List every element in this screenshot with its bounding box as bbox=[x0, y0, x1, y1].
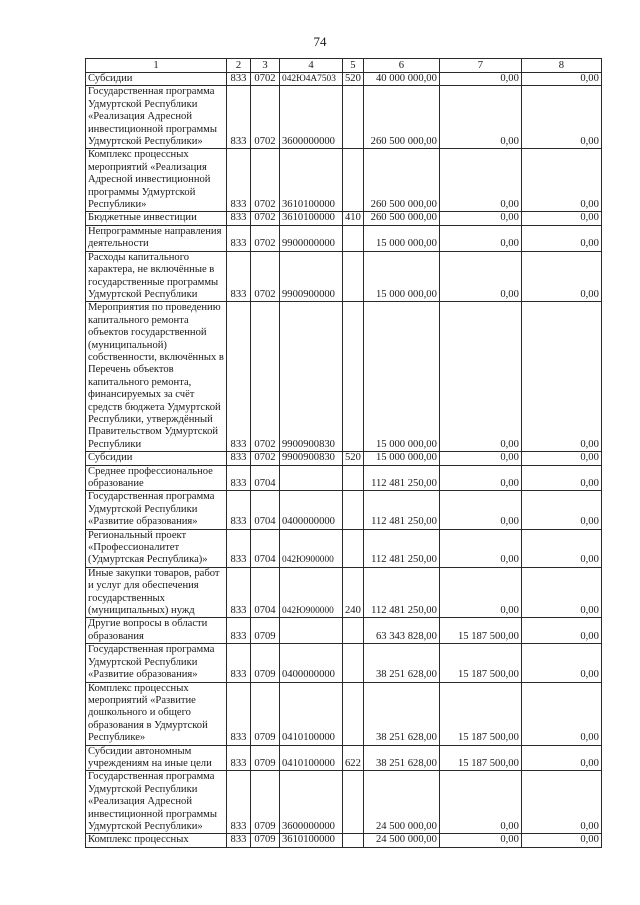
row-name: Региональный проект «Профессионалитет (Удмуртская Республика)» bbox=[86, 529, 227, 567]
row-amount-3: 0,00 bbox=[521, 491, 601, 529]
row-amount-2: 0,00 bbox=[439, 86, 521, 149]
row-gr-code: 833 bbox=[227, 529, 251, 567]
row-amount-1: 38 251 628,00 bbox=[363, 682, 439, 745]
row-section-code: 0709 bbox=[251, 771, 280, 834]
table-row bbox=[86, 529, 602, 567]
row-target-code: 9900900000 bbox=[280, 251, 343, 302]
row-gr-code: 833 bbox=[227, 465, 251, 491]
row-amount-2: 15 187 500,00 bbox=[439, 644, 521, 682]
row-gr-code: 833 bbox=[227, 149, 251, 212]
row-expense-type bbox=[343, 771, 364, 834]
row-section-code: 0702 bbox=[251, 225, 280, 251]
row-amount-2: 15 187 500,00 bbox=[439, 682, 521, 745]
table-row bbox=[86, 834, 602, 847]
row-amount-3: 0,00 bbox=[521, 225, 601, 251]
row-target-code: 3610100000 bbox=[280, 149, 343, 212]
row-expense-type: 622 bbox=[343, 745, 364, 771]
row-amount-2: 0,00 bbox=[439, 225, 521, 251]
row-expense-type bbox=[343, 834, 364, 847]
header-col-1: 1 bbox=[86, 59, 227, 73]
row-name: Мероприятия по проведению капитального ремонта объектов государственной (муниципальной) собственности, включённых в Перечень объектов капитального ремонта, финансируемых за счёт средств бюджета Удмуртской Республики, утверждённый Правительством Удмуртской Республики bbox=[86, 302, 227, 452]
row-amount-1: 112 481 250,00 bbox=[363, 567, 439, 618]
row-amount-1: 112 481 250,00 bbox=[363, 529, 439, 567]
row-name: Среднее профессиональное образование bbox=[86, 465, 227, 491]
table-row bbox=[86, 73, 602, 86]
row-expense-type: 240 bbox=[343, 567, 364, 618]
row-name: Субсидии bbox=[86, 73, 227, 86]
row-gr-code: 833 bbox=[227, 567, 251, 618]
row-target-code: 0400000000 bbox=[280, 644, 343, 682]
row-name: Государственная программа Удмуртской Республики «Реализация Адресной инвестиционной программы Удмуртской Республики» bbox=[86, 771, 227, 834]
row-expense-type bbox=[343, 682, 364, 745]
row-amount-3: 0,00 bbox=[521, 834, 601, 847]
row-gr-code: 833 bbox=[227, 452, 251, 465]
row-gr-code: 833 bbox=[227, 771, 251, 834]
row-gr-code: 833 bbox=[227, 86, 251, 149]
row-gr-code: 833 bbox=[227, 745, 251, 771]
row-amount-3: 0,00 bbox=[521, 86, 601, 149]
row-amount-3: 0,00 bbox=[521, 771, 601, 834]
row-amount-3: 0,00 bbox=[521, 212, 601, 225]
row-gr-code: 833 bbox=[227, 251, 251, 302]
row-gr-code: 833 bbox=[227, 212, 251, 225]
row-expense-type: 520 bbox=[343, 452, 364, 465]
row-gr-code: 833 bbox=[227, 225, 251, 251]
row-name: Государственная программа Удмуртской Республики «Реализация Адресной инвестиционной программы Удмуртской Республики» bbox=[86, 86, 227, 149]
row-section-code: 0702 bbox=[251, 302, 280, 452]
row-amount-2: 0,00 bbox=[439, 73, 521, 86]
row-amount-3: 0,00 bbox=[521, 452, 601, 465]
row-target-code: 042Ю900000 bbox=[280, 567, 343, 618]
table-row bbox=[86, 465, 602, 491]
row-target-code: 9900000000 bbox=[280, 225, 343, 251]
row-expense-type bbox=[343, 302, 364, 452]
row-name: Другие вопросы в области образования bbox=[86, 618, 227, 644]
header-col-3: 3 bbox=[251, 59, 280, 73]
header-col-5: 5 bbox=[343, 59, 364, 73]
row-expense-type bbox=[343, 618, 364, 644]
row-amount-2: 0,00 bbox=[439, 465, 521, 491]
row-target-code: 0410100000 bbox=[280, 745, 343, 771]
row-target-code bbox=[280, 465, 343, 491]
row-gr-code: 833 bbox=[227, 73, 251, 86]
table-row bbox=[86, 452, 602, 465]
header-col-6: 6 bbox=[363, 59, 439, 73]
row-amount-3: 0,00 bbox=[521, 529, 601, 567]
row-name: Бюджетные инвестиции bbox=[86, 212, 227, 225]
row-section-code: 0702 bbox=[251, 251, 280, 302]
table-row bbox=[86, 251, 602, 302]
row-amount-1: 24 500 000,00 bbox=[363, 771, 439, 834]
header-col-7: 7 bbox=[439, 59, 521, 73]
row-amount-2: 0,00 bbox=[439, 529, 521, 567]
row-expense-type bbox=[343, 251, 364, 302]
row-expense-type bbox=[343, 529, 364, 567]
row-section-code: 0704 bbox=[251, 529, 280, 567]
row-amount-3: 0,00 bbox=[521, 302, 601, 452]
row-amount-3: 0,00 bbox=[521, 567, 601, 618]
table-row bbox=[86, 618, 602, 644]
row-amount-3: 0,00 bbox=[521, 745, 601, 771]
row-expense-type bbox=[343, 225, 364, 251]
row-amount-2: 0,00 bbox=[439, 251, 521, 302]
row-target-code: 3610100000 bbox=[280, 212, 343, 225]
row-target-code: 3600000000 bbox=[280, 771, 343, 834]
row-name: Субсидии bbox=[86, 452, 227, 465]
row-amount-3: 0,00 bbox=[521, 618, 601, 644]
row-name: Государственная программа Удмуртской Республики «Развитие образования» bbox=[86, 491, 227, 529]
row-gr-code: 833 bbox=[227, 618, 251, 644]
row-amount-2: 15 187 500,00 bbox=[439, 745, 521, 771]
row-section-code: 0709 bbox=[251, 644, 280, 682]
row-amount-1: 260 500 000,00 bbox=[363, 86, 439, 149]
row-amount-3: 0,00 bbox=[521, 644, 601, 682]
header-col-8: 8 bbox=[521, 59, 601, 73]
row-expense-type: 410 bbox=[343, 212, 364, 225]
row-section-code: 0702 bbox=[251, 212, 280, 225]
row-section-code: 0702 bbox=[251, 452, 280, 465]
table-row bbox=[86, 644, 602, 682]
row-expense-type bbox=[343, 465, 364, 491]
row-amount-3: 0,00 bbox=[521, 682, 601, 745]
row-amount-2: 0,00 bbox=[439, 491, 521, 529]
row-section-code: 0704 bbox=[251, 567, 280, 618]
row-target-code: 3610100000 bbox=[280, 834, 343, 847]
row-gr-code: 833 bbox=[227, 491, 251, 529]
row-amount-1: 15 000 000,00 bbox=[363, 225, 439, 251]
row-amount-2: 0,00 bbox=[439, 771, 521, 834]
table-row bbox=[86, 567, 602, 618]
row-name: Непрограммные направления деятельности bbox=[86, 225, 227, 251]
row-target-code: 0400000000 bbox=[280, 491, 343, 529]
row-amount-2: 0,00 bbox=[439, 452, 521, 465]
row-amount-1: 112 481 250,00 bbox=[363, 491, 439, 529]
row-section-code: 0702 bbox=[251, 73, 280, 86]
row-name: Комплекс процессных мероприятий «Реализация Адресной инвестиционной программы Удмуртской Республики» bbox=[86, 149, 227, 212]
row-amount-1: 38 251 628,00 bbox=[363, 745, 439, 771]
row-section-code: 0702 bbox=[251, 86, 280, 149]
row-gr-code: 833 bbox=[227, 834, 251, 847]
header-col-2: 2 bbox=[227, 59, 251, 73]
row-name: Государственная программа Удмуртской Республики «Развитие образования» bbox=[86, 644, 227, 682]
row-section-code: 0709 bbox=[251, 682, 280, 745]
header-col-4: 4 bbox=[280, 59, 343, 73]
row-amount-1: 260 500 000,00 bbox=[363, 149, 439, 212]
table-row bbox=[86, 149, 602, 212]
row-target-code: 9900900830 bbox=[280, 302, 343, 452]
row-target-code bbox=[280, 618, 343, 644]
row-amount-1: 63 343 828,00 bbox=[363, 618, 439, 644]
row-section-code: 0709 bbox=[251, 618, 280, 644]
row-amount-2: 0,00 bbox=[439, 567, 521, 618]
row-target-code: 9900900830 bbox=[280, 452, 343, 465]
row-amount-1: 24 500 000,00 bbox=[363, 834, 439, 847]
page-number: 74 bbox=[313, 34, 327, 49]
row-amount-3: 0,00 bbox=[521, 465, 601, 491]
row-amount-2: 15 187 500,00 bbox=[439, 618, 521, 644]
row-amount-2: 0,00 bbox=[439, 834, 521, 847]
row-amount-1: 15 000 000,00 bbox=[363, 251, 439, 302]
row-expense-type bbox=[343, 644, 364, 682]
row-amount-1: 15 000 000,00 bbox=[363, 302, 439, 452]
row-amount-1: 260 500 000,00 bbox=[363, 212, 439, 225]
row-amount-1: 112 481 250,00 bbox=[363, 465, 439, 491]
row-section-code: 0704 bbox=[251, 465, 280, 491]
row-name: Иные закупки товаров, работ и услуг для обеспечения государственных (муниципальных) нужд bbox=[86, 567, 227, 618]
table-row bbox=[86, 225, 602, 251]
header-row bbox=[86, 59, 602, 73]
row-expense-type: 520 bbox=[343, 73, 364, 86]
row-expense-type bbox=[343, 149, 364, 212]
row-name: Комплекс процессных bbox=[86, 834, 227, 847]
row-expense-type bbox=[343, 491, 364, 529]
row-target-code: 042Ю900000 bbox=[280, 529, 343, 567]
row-section-code: 0704 bbox=[251, 491, 280, 529]
row-amount-3: 0,00 bbox=[521, 149, 601, 212]
row-amount-1: 38 251 628,00 bbox=[363, 644, 439, 682]
row-amount-2: 0,00 bbox=[439, 212, 521, 225]
row-section-code: 0709 bbox=[251, 745, 280, 771]
table-row bbox=[86, 771, 602, 834]
row-section-code: 0709 bbox=[251, 834, 280, 847]
row-section-code: 0702 bbox=[251, 149, 280, 212]
row-amount-2: 0,00 bbox=[439, 149, 521, 212]
table-row bbox=[86, 745, 602, 771]
row-gr-code: 833 bbox=[227, 644, 251, 682]
table-row bbox=[86, 682, 602, 745]
row-target-code: 3600000000 bbox=[280, 86, 343, 149]
row-gr-code: 833 bbox=[227, 682, 251, 745]
table-row bbox=[86, 212, 602, 225]
table-row bbox=[86, 302, 602, 452]
row-target-code: 0410100000 bbox=[280, 682, 343, 745]
row-amount-1: 15 000 000,00 bbox=[363, 452, 439, 465]
row-name: Расходы капитального характера, не включённые в государственные программы Удмуртской Республики bbox=[86, 251, 227, 302]
row-gr-code: 833 bbox=[227, 302, 251, 452]
table-row bbox=[86, 491, 602, 529]
row-expense-type bbox=[343, 86, 364, 149]
row-amount-3: 0,00 bbox=[521, 251, 601, 302]
budget-table bbox=[85, 58, 602, 848]
table-row bbox=[86, 86, 602, 149]
row-name: Субсидии автономным учреждениям на иные цели bbox=[86, 745, 227, 771]
row-amount-1: 40 000 000,00 bbox=[363, 73, 439, 86]
row-name: Комплекс процессных мероприятий «Развитие дошкольного и общего образования в Удмуртской Республике» bbox=[86, 682, 227, 745]
row-target-code: 042Ю4А7503 bbox=[280, 73, 343, 86]
row-amount-3: 0,00 bbox=[521, 73, 601, 86]
row-amount-2: 0,00 bbox=[439, 302, 521, 452]
